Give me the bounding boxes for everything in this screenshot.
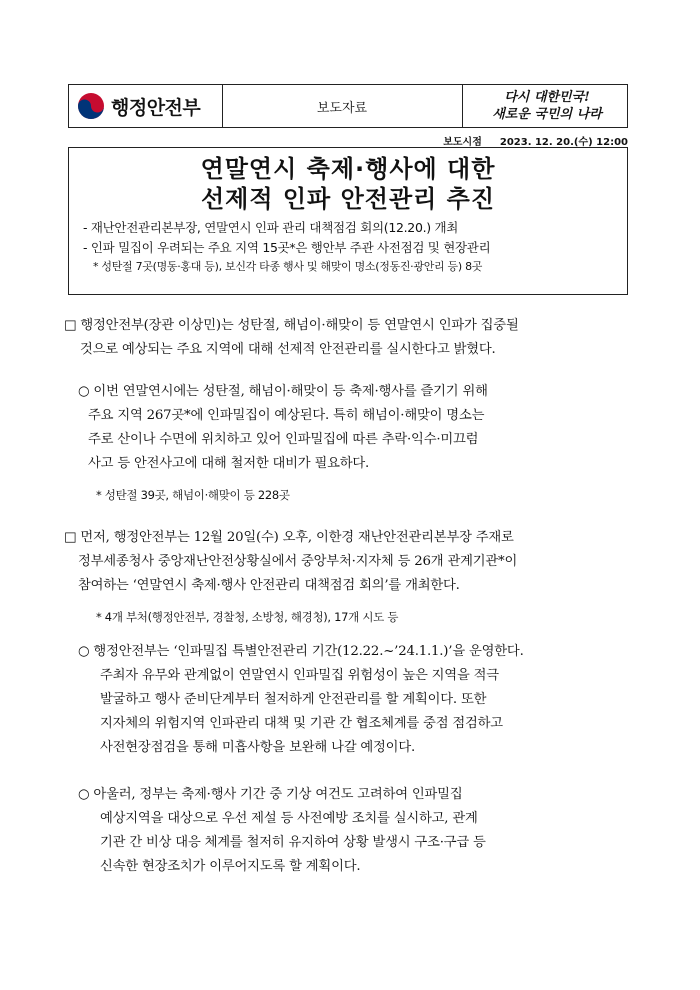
footnote: * 4개 부처(행정안전부, 경찰청, 소방청, 해경청), 17개 시도 등 — [96, 610, 399, 624]
paragraph-line: ○ 이번 연말연시에는 성탄절, 해넘이·해맞이 등 축제·행사를 즐기기 위해 — [78, 384, 488, 399]
subtitle-bullet: - 인파 밀집이 우려되는 주요 지역 15곳*은 행안부 주관 사전점검 및 현장관리 — [83, 240, 491, 255]
title-box — [68, 147, 628, 295]
paragraph-line: 사고 등 안전사고에 대해 철저한 대비가 필요하다. — [88, 456, 370, 471]
slogan-line: 다시 대한민국! — [504, 90, 590, 105]
paragraph-line: 정부세종청사 중앙재난안전상황실에서 중앙부처·지자체 등 26개 관계기관*이 — [78, 554, 518, 569]
paragraph-line: 발굴하고 행사 준비단계부터 철저하게 안전관리를 할 계획이다. 또한 — [100, 692, 487, 707]
paragraph-line: 주최자 유무와 관계없이 연말연시 인파밀집 위험성이 높은 지역을 적극 — [100, 668, 499, 683]
paragraph-line: ○ 아울러, 정부는 축제·행사 기간 중 기상 여건도 고려하여 인파밀집 — [78, 787, 463, 802]
subtitle-bullet: - 재난안전관리본부장, 연말연시 인파 관리 대책점검 회의(12.20.) 개최 — [83, 220, 459, 235]
release-time — [380, 133, 628, 148]
paragraph-line: ○ 행정안전부는 ‘인파밀집 특별안전관리 기간(12.22.~’24.1.1.)’을 운영한다. — [78, 644, 524, 659]
paragraph-line: 기관 간 비상 대응 체계를 철저히 유지하여 상황 발생시 구조·구급 등 — [100, 835, 486, 850]
header-divider — [462, 85, 463, 127]
press-release-label: 보도자료 — [316, 101, 368, 116]
paragraph-2 — [64, 380, 638, 476]
paragraph-1 — [64, 314, 638, 362]
paragraph-line: □ 먼저, 행정안전부는 12월 20일(수) 오후, 이한경 재난안전관리본부장 주재로 — [64, 530, 514, 545]
paragraph-line: 주요 지역 267곳*에 인파밀집이 예상된다. 특히 해넘이·해맞이 명소는 — [88, 408, 485, 423]
paragraph-line: 예상지역을 대상으로 우선 제설 등 사전예방 조치를 실시하고, 관계 — [100, 811, 478, 826]
release-datetime: 2023. 12. 20.(수) 12:00 — [499, 137, 628, 148]
ministry-logo — [77, 92, 200, 120]
paragraph-line: 것으로 예상되는 주요 지역에 대해 선제적 안전관리를 실시한다고 밝혔다. — [80, 342, 496, 357]
slogan-line: 새로운 국민의 나라 — [492, 107, 602, 122]
slogan — [469, 89, 625, 123]
document-header — [68, 84, 628, 128]
paragraph-line: 참여하는 ‘연말연시 축제·행사 안전관리 대책점검 회의’를 개최한다. — [78, 578, 460, 593]
subtitle-note: * 성탄절 7곳(명동·홍대 등), 보신각 타종 행사 및 해맞이 명소(정동진·광안리 등) 8곳 — [93, 260, 483, 273]
org-name: 행정안전부 — [111, 96, 201, 119]
paragraph-3 — [64, 526, 638, 598]
release-label: 보도시점 — [443, 137, 482, 148]
paragraph-line: 신속한 현장조치가 이루어지도록 할 계획이다. — [100, 859, 361, 874]
title-line: 선제적 인파 안전관리 추진 — [200, 185, 496, 213]
paragraph-line: □ 행정안전부(장관 이상민)는 성탄절, 해넘이·해맞이 등 연말연시 인파가 집중될 — [64, 318, 519, 333]
paragraph-5 — [64, 783, 638, 879]
paragraph-4 — [64, 640, 638, 760]
paragraph-line: 사전현장점검을 통해 미흡사항을 보완해 나갈 예정이다. — [100, 740, 415, 755]
footnote: * 성탄절 39곳, 해넘이·해맞이 등 228곳 — [96, 488, 290, 502]
title-line: 연말연시 축제·행사에 대한 — [200, 155, 496, 183]
paragraph-line: 주로 산이나 수면에 위치하고 있어 인파밀집에 따른 추락·익수·미끄럼 — [88, 432, 479, 447]
paragraph-line: 지자체의 위험지역 인파관리 대책 및 기관 간 협조체계를 중점 점검하고 — [100, 716, 503, 731]
taegeuk-emblem-icon — [77, 92, 105, 120]
